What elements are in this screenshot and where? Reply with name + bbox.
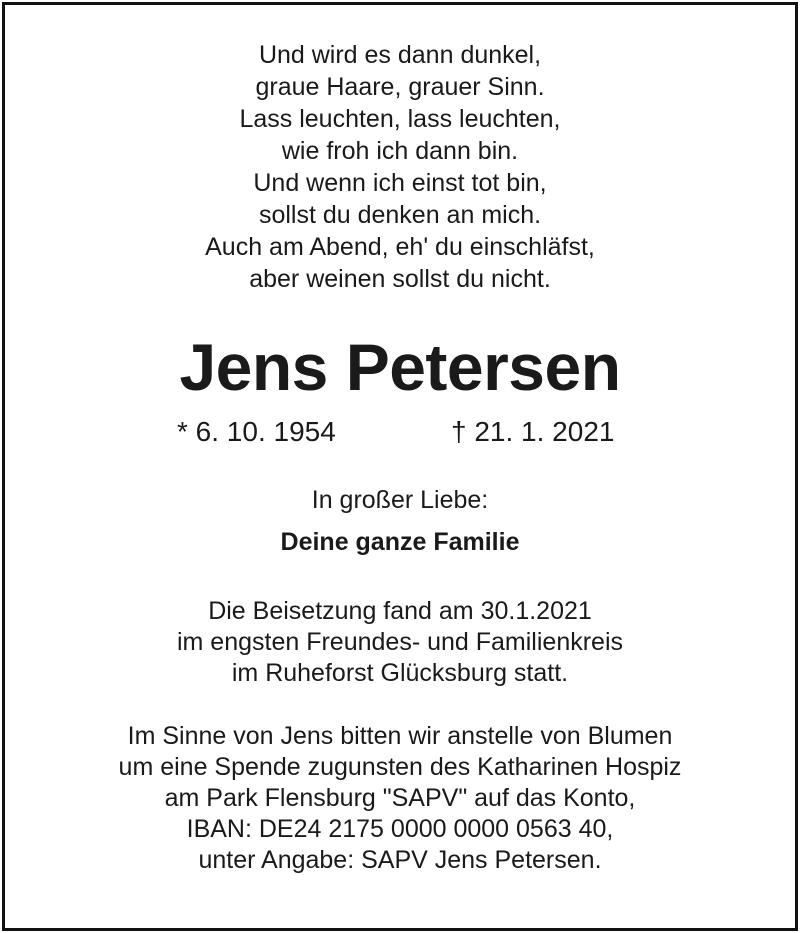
poem-line: graue Haare, grauer Sinn.	[255, 73, 545, 101]
poem-line: aber weinen sollst du nicht.	[249, 265, 551, 293]
donation-request	[5, 721, 795, 876]
donation-line: am Park Flensburg "SAPV" auf das Konto,	[164, 784, 636, 812]
donation-line: IBAN: DE24 2175 0000 0000 0563 40,	[186, 815, 614, 843]
poem-line: Lass leuchten, lass leuchten,	[239, 105, 561, 133]
burial-line: Die Beisetzung fand am 30.1.2021	[208, 597, 592, 625]
poem-line: Und wenn ich einst tot bin,	[253, 169, 547, 197]
obituary-frame	[2, 2, 798, 931]
burial-line: im Ruheforst Glücksburg statt.	[231, 659, 569, 687]
donation-line: Im Sinne von Jens bitten wir anstelle von Blumen	[127, 722, 673, 750]
donation-line: um eine Spende zugunsten des Katharinen Hospiz	[118, 753, 682, 781]
poem	[5, 39, 795, 295]
burial-line: im engsten Freundes- und Familienkreis	[176, 628, 624, 656]
poem-line: Auch am Abend, eh' du einschläfst,	[205, 233, 595, 261]
death-date: † 21. 1. 2021	[451, 416, 615, 447]
mourners-intro: In großer Liebe:	[311, 486, 489, 514]
mourners-signature: Deine ganze Familie	[280, 528, 520, 556]
birth-date: * 6. 10. 1954	[177, 416, 336, 447]
poem-line: wie froh ich dann bin.	[281, 137, 519, 165]
burial-notice	[5, 596, 795, 689]
poem-line: sollst du denken an mich.	[258, 201, 542, 229]
poem-line: Und wird es dann dunkel,	[258, 41, 542, 69]
donation-line: unter Angabe: SAPV Jens Petersen.	[198, 846, 602, 874]
deceased-name: Jens Petersen	[179, 330, 621, 404]
